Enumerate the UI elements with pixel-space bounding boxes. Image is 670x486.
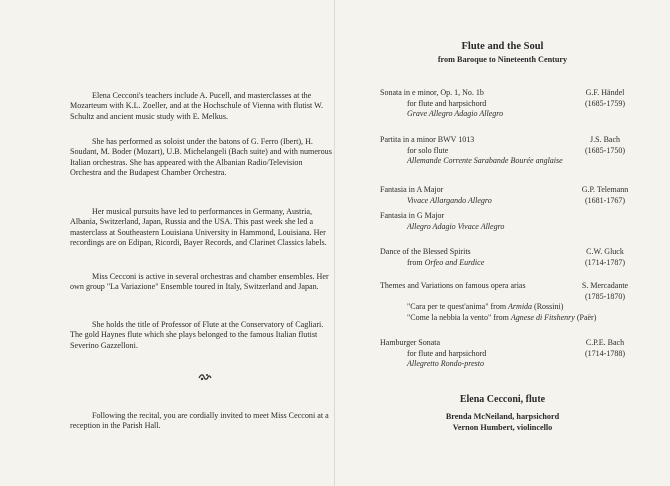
program-title: Flute and the Soul [461, 41, 544, 52]
program-item-gluck: Dance of the Blessed Spirits C.W. Gluck from Orfeo and Eurdice (1714-1787) [380, 247, 625, 267]
bio-paragraph-soloist: She has performed as soloist under the batons of G. Ferro (Ibert), H. Soudant, M. Boder (Mozart), U.B. Michelangeli (Bach suite) and with numerous Italian orchestras. She has appeared with the Albanian Radio/Television Orchestra and the Budapest Chamber Orchestra. [70, 137, 332, 178]
bio-paragraph-teachers: Elena Cecconi's teachers include A. Pucell, and masterclasses at the Mozarteum with K.L. Zoeller, and at the Hochschule of Vienna with flutist W. Schultz and ancient music study with E. Melkus. [70, 91, 324, 121]
performer-harpsichord: Brenda McNeiland, harpsichord [445, 412, 560, 421]
program-item-cpe-bach: Hamburger Sonata C.P.E. Bach for flute and harpsichord (1714-1788) Allegretto Rondo-presto [380, 338, 625, 368]
bio-paragraph-professor: She holds the title of Professor of Flute at the Conservatory of Cagliari. The gold Haynes flute which she plays belonged to the famous Italian flutist Severino Gazzelloni. [70, 320, 324, 350]
right-page [335, 0, 670, 486]
performer-cello: Vernon Humbert, violincello [452, 423, 553, 432]
program-item-bach-partita: Partita in a minor BWV 1013 J.S. Bach for solo flute (1685-1750) Allemande Corrente Sarabande Bourée anglaise [380, 135, 625, 165]
program-item-mercadante: Themes and Variations on famous opera arias S. Mercadante (1785-1870) "Cara per te quest'anima" from Armida (Rossini) "Come la nebbia la vento" from Agnese di Fitshenry (Paër) [380, 281, 629, 322]
bio-paragraph-performances: Her musical pursuits have led to performances in Germany, Austria, Albania, Switzerland, Japan, Russia and the USA. This past week she led a masterclass at Southeastern Louisiana University in Hammond, Louisiana. Her recordings are on Edipan, Ricordi, Bayer Records, and Clarinet Classics labels. [70, 207, 327, 248]
program-item-telemann-g: Fantasia in G Major Allegro Adagio Vivace Allegro [380, 211, 505, 231]
ornament-icon [198, 372, 212, 382]
bio-paragraph-ensembles: Miss Cecconi is active in several orchestras and chamber ensembles. Her own group "La Variazione" Ensemble toured in Italy, Switzerland and Japan. [70, 272, 329, 292]
program-subtitle: from Baroque to Nineteenth Century [437, 55, 568, 64]
program-item-telemann-a: Fantasia in A Major G.P. Telemann Vivace Allargando Allegro (1681-1767) [380, 185, 629, 205]
performer-soloist: Elena Cecconi, flute [459, 394, 546, 405]
program-item-handel: Sonata in e minor, Op. 1, No. 1b G.F. Händel for flute and harpsichord (1685-1759) Grave Allegro Adagio Allegro [380, 88, 625, 118]
bio-paragraph-reception: Following the recital, you are cordially invited to meet Miss Cecconi at a reception in the Parish Hall. [70, 411, 329, 431]
